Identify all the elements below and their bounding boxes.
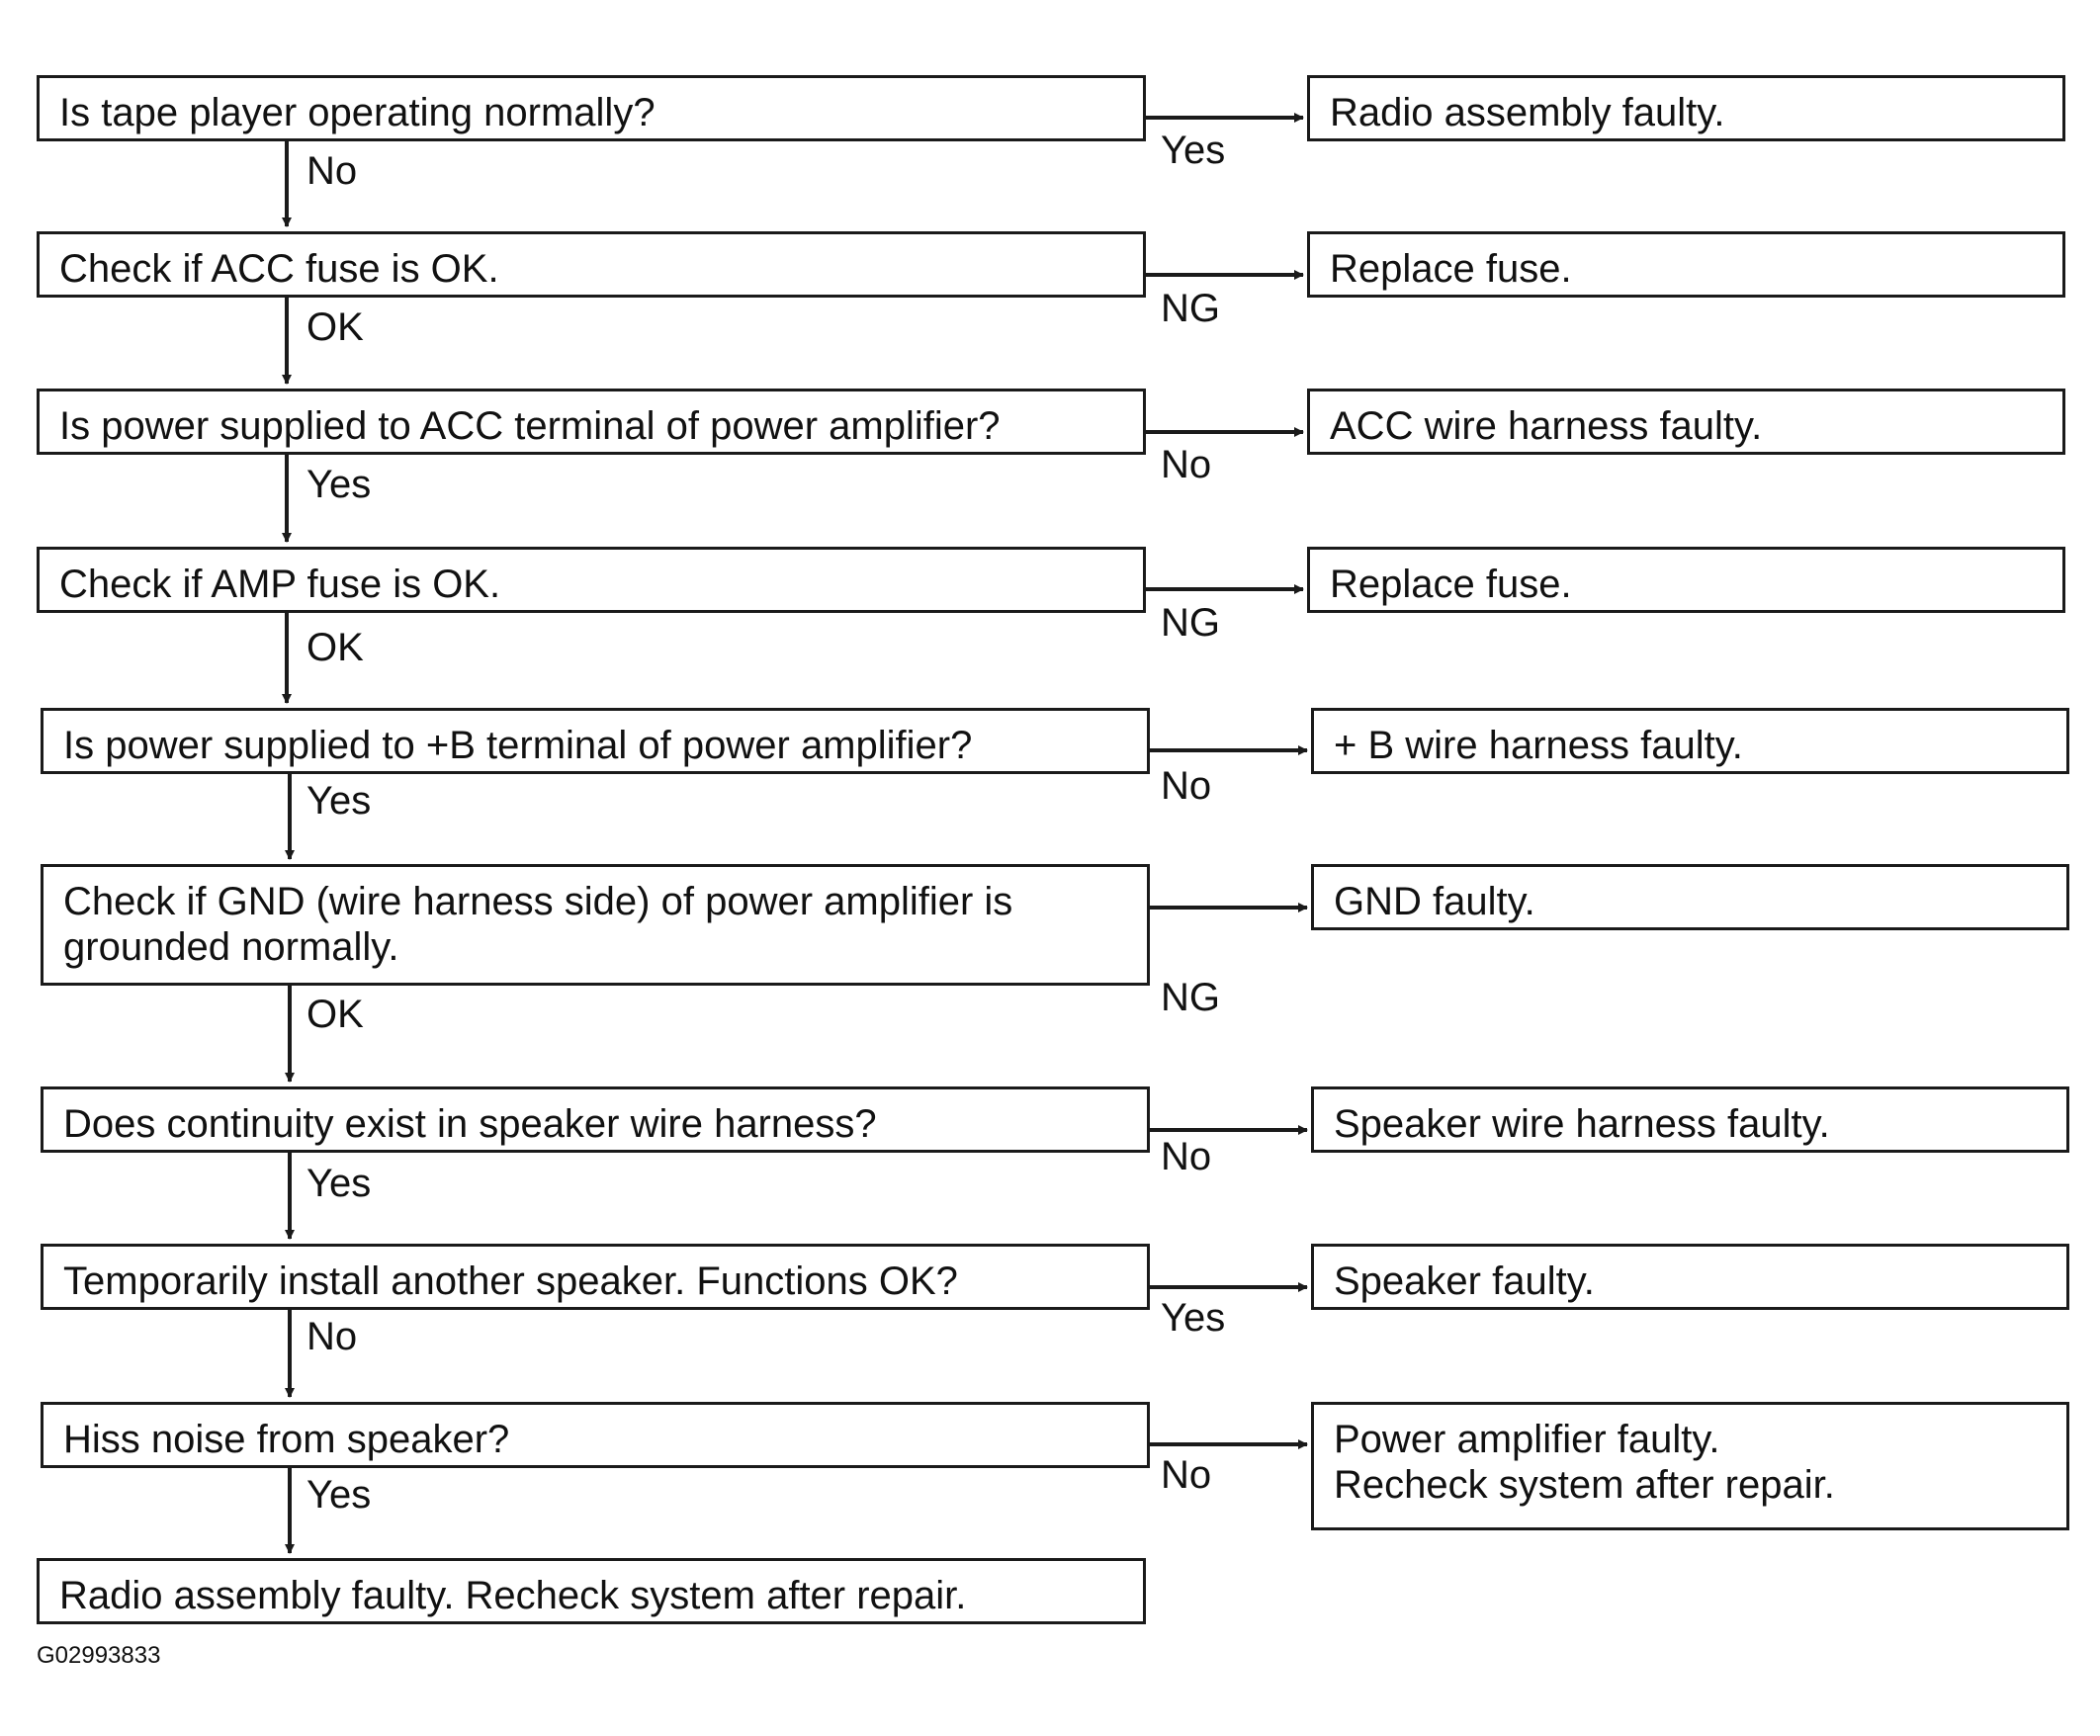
- side-label-7: No: [1161, 1135, 1212, 1178]
- side-label-5: No: [1161, 764, 1212, 808]
- down-label-6: OK: [306, 993, 364, 1036]
- side-label-6: NG: [1161, 976, 1220, 1019]
- down-label-4: OK: [306, 626, 364, 669]
- down-label-5: Yes: [306, 779, 372, 823]
- down-label-7: Yes: [306, 1162, 372, 1205]
- down-label-9: Yes: [306, 1473, 372, 1517]
- question-box-8: Temporarily install another speaker. Functions OK?: [41, 1244, 1150, 1310]
- question-box-2: Check if ACC fuse is OK.: [37, 231, 1146, 298]
- down-label-8: No: [306, 1315, 358, 1358]
- result-box-9: Power amplifier faulty. Recheck system after repair.: [1311, 1402, 2069, 1530]
- result-box-4: Replace fuse.: [1307, 547, 2065, 613]
- question-box-3: Is power supplied to ACC terminal of power amplifier?: [37, 389, 1146, 455]
- question-box-1: Is tape player operating normally?: [37, 75, 1146, 141]
- question-box-7: Does continuity exist in speaker wire harness?: [41, 1086, 1150, 1153]
- side-label-1: Yes: [1161, 129, 1226, 172]
- figure-code: G02993833: [37, 1642, 161, 1669]
- result-box-6: GND faulty.: [1311, 864, 2069, 930]
- result-box-1: Radio assembly faulty.: [1307, 75, 2065, 141]
- result-box-2: Replace fuse.: [1307, 231, 2065, 298]
- side-label-9: No: [1161, 1453, 1212, 1497]
- side-label-8: Yes: [1161, 1296, 1226, 1340]
- side-label-2: NG: [1161, 287, 1220, 330]
- question-box-6: Check if GND (wire harness side) of power amplifier is grounded normally.: [41, 864, 1150, 986]
- result-box-8: Speaker faulty.: [1311, 1244, 2069, 1310]
- down-label-3: Yes: [306, 463, 372, 506]
- result-box-5: + B wire harness faulty.: [1311, 708, 2069, 774]
- down-label-2: OK: [306, 305, 364, 349]
- result-box-7: Speaker wire harness faulty.: [1311, 1086, 2069, 1153]
- question-box-9: Hiss noise from speaker?: [41, 1402, 1150, 1468]
- down-label-1: No: [306, 149, 358, 193]
- result-box-3: ACC wire harness faulty.: [1307, 389, 2065, 455]
- final-result-box: Radio assembly faulty. Recheck system after repair.: [37, 1558, 1146, 1624]
- side-label-4: NG: [1161, 601, 1220, 645]
- side-label-3: No: [1161, 443, 1212, 486]
- question-box-4: Check if AMP fuse is OK.: [37, 547, 1146, 613]
- question-box-5: Is power supplied to +B terminal of power amplifier?: [41, 708, 1150, 774]
